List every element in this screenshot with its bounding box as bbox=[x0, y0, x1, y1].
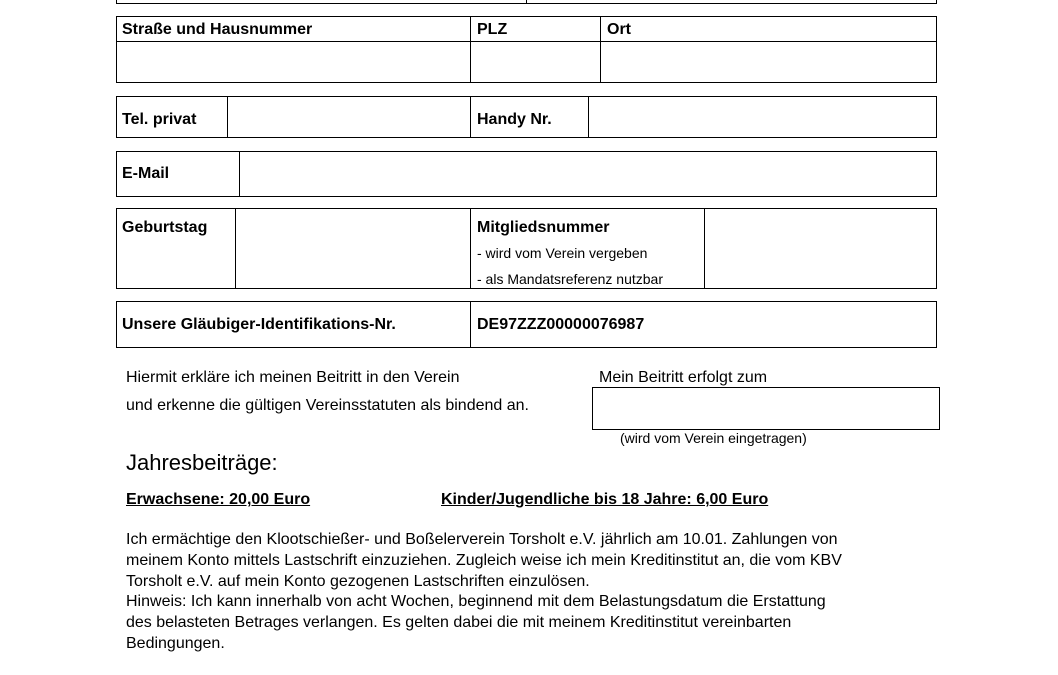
plz-label: PLZ bbox=[477, 21, 508, 38]
tel-label: Tel. privat bbox=[122, 111, 197, 128]
tel-field[interactable] bbox=[229, 98, 469, 136]
creditor-divider bbox=[470, 301, 471, 348]
fee-youth: Kinder/Jugendliche bis 18 Jahre: 6,00 Euro bbox=[441, 491, 769, 508]
entry-date-label: Mein Beitritt erfolgt zum bbox=[599, 369, 768, 386]
phone-divider-3 bbox=[588, 96, 589, 138]
street-label: Straße und Hausnummer bbox=[122, 21, 313, 38]
creditor-id-value: DE97ZZZ00000076987 bbox=[477, 316, 645, 333]
member-number-note-assigned: - wird vom Verein vergeben bbox=[477, 245, 648, 261]
declaration-line-1: Hiermit erkläre ich meinen Beitritt in den Verein bbox=[126, 369, 460, 386]
email-field[interactable] bbox=[241, 153, 935, 195]
birth-divider-1 bbox=[235, 208, 236, 289]
phone-divider-2 bbox=[470, 96, 471, 138]
phone-divider-1 bbox=[227, 96, 228, 138]
address-header-divider bbox=[116, 41, 937, 42]
member-number-label: Mitgliedsnummer bbox=[477, 219, 610, 236]
mandate-line: meinem Konto mittels Lastschrift einzuziehen. Zugleich weise ich mein Kreditinstitut an, die vom KBV bbox=[126, 551, 842, 569]
address-divider-plz bbox=[470, 16, 471, 83]
ort-label: Ort bbox=[607, 21, 631, 38]
entry-date-note: (wird vom Verein eingetragen) bbox=[620, 430, 807, 446]
sepa-mandate-text bbox=[126, 530, 926, 655]
entry-date-field[interactable] bbox=[592, 387, 940, 430]
mandate-line: des belasteten Betrages verlangen. Es gelten dabei die mit meinem Kreditinstitut vereinbarten bbox=[126, 614, 792, 632]
member-number-field[interactable] bbox=[706, 210, 935, 287]
email-label: E-Mail bbox=[122, 165, 170, 182]
address-divider-ort bbox=[600, 16, 601, 83]
mandate-line: Bedingungen. bbox=[126, 634, 225, 652]
fees-heading: Jahresbeiträge: bbox=[126, 450, 278, 475]
fee-adults: Erwachsene: 20,00 Euro bbox=[126, 491, 311, 508]
plz-field[interactable] bbox=[472, 43, 599, 81]
birth-divider-3 bbox=[704, 208, 705, 289]
mandate-line: Ich ermächtige den Klootschießer- und Boßelerverein Torsholt e.V. jährlich am 10.01. Zahlungen von bbox=[126, 531, 838, 548]
birthday-label: Geburtstag bbox=[122, 219, 208, 236]
declaration-line-2: und erkenne die gültigen Vereinsstatuten als bindend an. bbox=[126, 397, 529, 414]
birth-divider-2 bbox=[470, 208, 471, 289]
birthday-field[interactable] bbox=[237, 210, 469, 287]
mandate-line: Hinweis: Ich kann innerhalb von acht Wochen, beginnend mit dem Belastungsdatum die Erstattung bbox=[126, 593, 826, 611]
street-field[interactable] bbox=[118, 43, 469, 81]
email-divider bbox=[239, 151, 240, 197]
ort-field[interactable] bbox=[602, 43, 935, 81]
creditor-id-label: Unsere Gläubiger-Identifikations-Nr. bbox=[122, 316, 396, 333]
member-number-note-reference: - als Mandatsreferenz nutzbar bbox=[477, 271, 663, 287]
previous-field-divider bbox=[526, 0, 527, 3]
mandate-line: Torsholt e.V. auf mein Konto gezogenen Lastschriften einzulösen. bbox=[126, 572, 590, 590]
handy-label: Handy Nr. bbox=[477, 111, 552, 128]
handy-field[interactable] bbox=[590, 98, 935, 136]
